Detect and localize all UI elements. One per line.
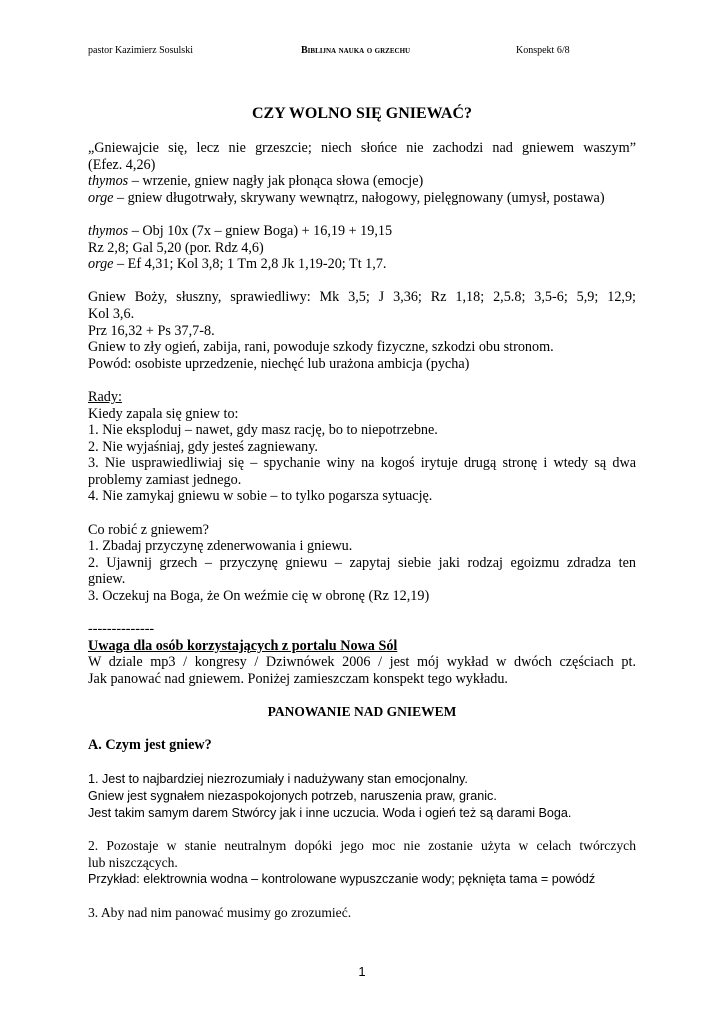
god-anger-line: Kol 3,6. <box>88 305 135 322</box>
thymos-references <box>88 223 636 240</box>
separator-line: -------------- <box>88 621 155 638</box>
orge-meaning: – gniew długotrwały, skrywany wewnątrz, nałogowy, pielęgnowany (umysł, postawa) <box>113 189 605 206</box>
references-line: Rz 2,8; Gal 5,20 (por. Rdz 4,6) <box>88 239 264 256</box>
what-to-do-item-continued: gniew. <box>88 571 126 588</box>
advice-item: 1. Nie eksploduj – nawet, gdy masz rację, bo to niepotrzebne. <box>88 422 438 439</box>
header-part: Konspekt 6/8 <box>516 45 570 56</box>
advice-lead: Kiedy zapala się gniew to: <box>88 405 239 422</box>
god-anger-line: Powód: osobiste uprzedzenie, niechęć lub urażona ambicja (pycha) <box>88 355 470 372</box>
orge-references <box>88 256 636 273</box>
orge-ref-list: – Ef 4,31; Kol 3,8; 1 Tm 2,8 Jk 1,19-20; Tt 1,7. <box>113 256 387 273</box>
note-heading: Uwaga dla osób korzystających z portalu Nowa Sól <box>88 637 398 654</box>
orge-term: orge <box>88 189 114 206</box>
page-title: CZY WOLNO SIĘ GNIEWAĆ? <box>251 105 473 122</box>
quote-reference: (Efez. 4,26) <box>88 156 156 173</box>
lecture-example <box>88 871 636 888</box>
advice-item: 3. Nie usprawiedliwiaj się – spychanie winy na kogoś irytuje drugą stronę i wtedy są dwa <box>88 455 636 472</box>
thymos-definition <box>88 173 636 190</box>
lecture-line: Gniew jest sygnałem niezaspokojonych potrzeb, naruszenia praw, granic. <box>88 788 497 803</box>
note-line: Jak panować nad gniewem. Poniżej zamieszczam konspekt tego wykładu. <box>88 671 508 687</box>
god-anger-line: Prz 16,32 + Ps 37,7-8. <box>88 322 215 339</box>
what-to-do-item: 1. Zbadaj przyczynę zdenerwowania i gniewu. <box>88 538 353 555</box>
header-author: pastor Kazimierz Sosulski <box>88 45 193 56</box>
lecture-line: 2. Pozostaje w stanie neutralnym dopóki jego moc nie zostanie użyta w celach twórczych <box>88 838 636 854</box>
god-anger-line: Gniew to zły ogień, zabija, rani, powoduje szkody fizyczne, szkodzi obu stronom. <box>88 339 554 356</box>
thymos-ref-list: – Obj 10x (7x – gniew Boga) + 16,19 + 19,15 <box>128 222 393 239</box>
advice-item-continued: problemy zamiast jednego. <box>88 471 242 488</box>
lecture-line: Przykład: elektrownia wodna – kontrolowane wypuszczanie wody; pęknięta tama = powódź <box>88 872 596 887</box>
document-body <box>88 140 636 922</box>
thymos-term: thymos <box>88 173 129 190</box>
what-to-do-item: 2. Ujawnij grzech – przyczynę gniewu – zapytaj siebie jaki rodzaj egoizmu zdradza ten <box>88 554 636 571</box>
what-to-do-item: 3. Oczekuj na Boga, że On weźmie cię w obronę (Rz 12,19) <box>88 588 430 605</box>
lecture-line: Jest takim samym darem Stwórcy jak i inne uczucia. Woda i ogień też są darami Boga. <box>88 805 572 820</box>
advice-item: 2. Nie wyjaśniaj, gdy jesteś zagniewany. <box>88 438 318 455</box>
lecture-points <box>88 771 636 822</box>
thymos-meaning: – wrzenie, gniew nagły jak płonąca słowa (emocje) <box>128 173 424 190</box>
orge-term: orge <box>88 256 114 273</box>
lecture-line: 3. Aby nad nim panować musimy go zrozumieć. <box>88 904 352 920</box>
section-heading: A. Czym jest gniew? <box>88 737 212 754</box>
lecture-line: 1. Jest to najbardziej niezrozumiały i nadużywany stan emocjonalny. <box>88 771 468 786</box>
thymos-term: thymos <box>88 222 129 239</box>
what-to-do-question: Co robić z gniewem? <box>88 521 209 538</box>
header-series: Biblijna nauka o grzechu <box>301 45 411 56</box>
note-line: W dziale mp3 / kongresy / Dziwnówek 2006 / jest mój wykład w dwóch częściach pt. <box>88 654 636 671</box>
orge-definition <box>88 190 636 207</box>
lecture-title: PANOWANIE NAD GNIEWEM <box>267 704 457 720</box>
advice-item: 4. Nie zamykaj gniewu w sobie – to tylko pogarsza sytuację. <box>88 488 433 505</box>
page-number: 1 <box>358 964 366 979</box>
god-anger-line: Gniew Boży, słuszny, sprawiedliwy: Mk 3,5; J 3,36; Rz 1,18; 2,5.8; 3,5-6; 5,9; 12,9; <box>88 289 636 306</box>
lecture-line: lub niszczących. <box>88 854 178 870</box>
advice-heading: Rady: <box>88 388 122 405</box>
quote-line: „Gniewajcie się, lecz nie grzeszcie; niech słońce nie zachodzi nad gniewem waszym” <box>88 140 636 156</box>
